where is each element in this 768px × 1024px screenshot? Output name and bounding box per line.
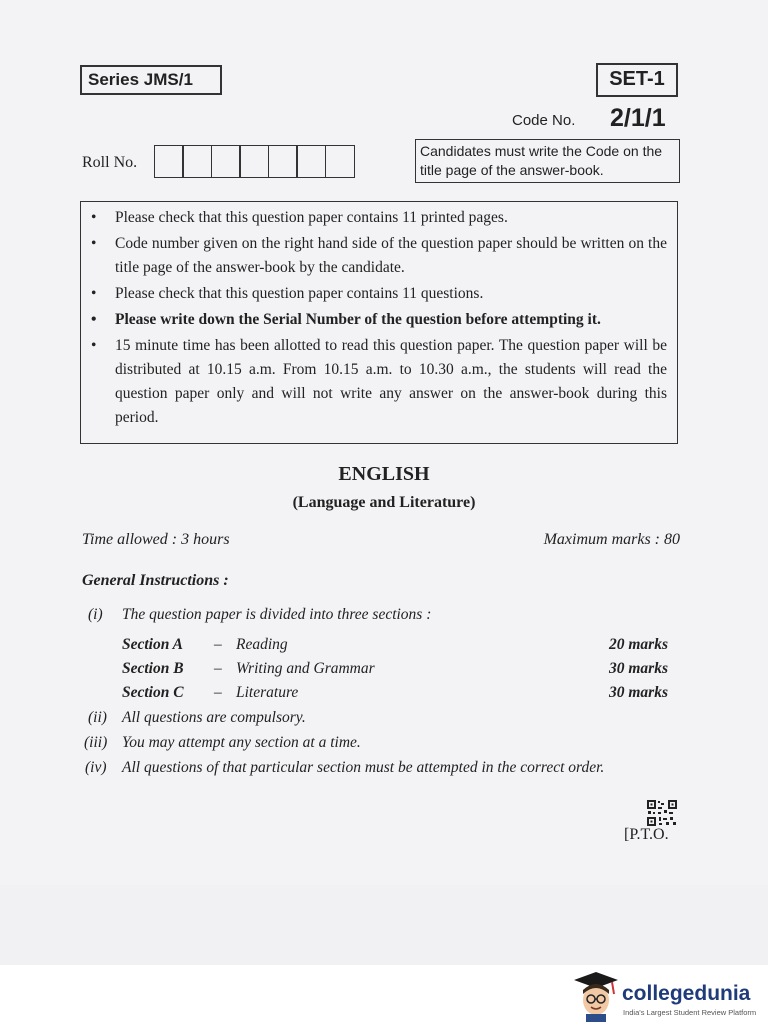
- section-name: Section A: [122, 636, 184, 653]
- bullet-icon: •: [91, 235, 97, 252]
- instruction-item: • Please check that this question paper contains 11 questions.: [89, 282, 667, 306]
- instruction-item: • 15 minute time has been allotted to read this question paper. The question paper will be distributed at 10.15 a.m. From 10.15 a.m. to 10.30 a.m., the students will read the question paper only and will not write any answer on the answer-book during this period.: [89, 334, 667, 430]
- mascot-icon: [572, 970, 620, 1022]
- roll-no-cell: [154, 145, 184, 178]
- instructions-box: [80, 201, 678, 444]
- brand-tagline: India's Largest Student Review Platform: [623, 1008, 757, 1017]
- code-value: 2/1/1: [610, 104, 666, 132]
- bullet-icon: •: [91, 337, 97, 354]
- section-dash: –: [214, 660, 222, 677]
- instruction-item: • Code number given on the right hand side of the question paper should be written on the title page of the answer-book by the candidate.: [89, 232, 667, 280]
- section-topic: Writing and Grammar: [236, 660, 375, 677]
- roll-no-cell: [211, 145, 241, 178]
- section-row: [122, 660, 668, 682]
- roll-no-boxes: [155, 145, 355, 178]
- general-instruction-4: All questions of that particular section must be attempted in the correct order.: [122, 759, 605, 776]
- collegedunia-logo: [572, 970, 768, 1024]
- time-allowed: Time allowed : 3 hours: [82, 531, 230, 548]
- code-label: Code No.: [512, 112, 576, 129]
- general-instruction-3: You may attempt any section at a time.: [122, 734, 361, 751]
- subject-title: ENGLISH: [338, 463, 430, 485]
- section-marks: 30 marks: [609, 660, 668, 677]
- pto-label: [P.T.O.: [624, 826, 669, 843]
- bullet-icon: •: [91, 311, 97, 328]
- section-name: Section C: [122, 684, 184, 701]
- item-number: (iv): [85, 759, 107, 776]
- roll-no-cell: [268, 145, 298, 178]
- roll-no-cell: [182, 145, 212, 178]
- instruction-item: • Please write down the Serial Number of the question before attempting it.: [89, 308, 667, 332]
- subject-subtitle: (Language and Literature): [292, 494, 476, 511]
- roll-no-cell: [296, 145, 326, 178]
- section-dash: –: [214, 684, 222, 701]
- section-marks: 20 marks: [609, 636, 668, 653]
- section-topic: Reading: [236, 636, 288, 653]
- general-instruction-1: The question paper is divided into three sections :: [122, 606, 432, 623]
- general-instructions-heading: General Instructions :: [82, 572, 229, 589]
- item-number: (ii): [88, 709, 107, 726]
- maximum-marks: Maximum marks : 80: [543, 531, 680, 548]
- series-box: Series JMS/1: [80, 65, 222, 95]
- page-margin: [0, 885, 768, 965]
- section-row: [122, 684, 668, 706]
- general-instruction-2: All questions are compulsory.: [122, 709, 306, 726]
- set-box: SET-1: [596, 63, 678, 97]
- section-row: [122, 636, 668, 658]
- qr-code-icon: [646, 799, 678, 827]
- bullet-icon: •: [91, 285, 97, 302]
- item-number: (i): [88, 606, 103, 623]
- roll-no-cell: [325, 145, 355, 178]
- brand-name: collegedunia: [622, 982, 751, 1005]
- roll-no-label: Roll No.: [82, 154, 138, 171]
- candidates-note-box: Candidates must write the Code on the title page of the answer-book.: [415, 139, 680, 183]
- section-topic: Literature: [236, 684, 299, 701]
- roll-no-cell: [239, 145, 269, 178]
- section-marks: 30 marks: [609, 684, 668, 701]
- section-dash: –: [214, 636, 222, 653]
- item-number: (iii): [84, 734, 108, 751]
- instruction-item: • Please check that this question paper contains 11 printed pages.: [89, 206, 667, 230]
- section-name: Section B: [122, 660, 184, 677]
- bullet-icon: •: [91, 209, 97, 226]
